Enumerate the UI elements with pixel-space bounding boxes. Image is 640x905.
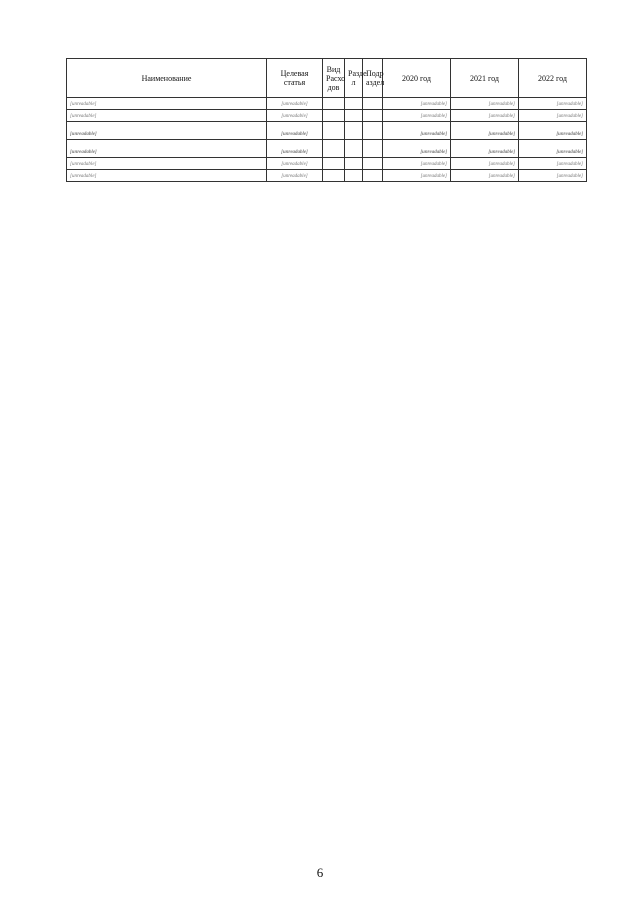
cell-vid bbox=[323, 158, 345, 170]
page-number: 6 bbox=[316, 865, 324, 880]
cell-y2021: [unreadable] bbox=[451, 158, 519, 170]
cell-y2020: [unreadable] bbox=[383, 140, 451, 158]
cell-y2021: [unreadable] bbox=[451, 110, 519, 122]
cell-name: [unreadable] bbox=[67, 170, 267, 182]
cell-code: [unreadable] bbox=[267, 122, 323, 140]
cell-code: [unreadable] bbox=[267, 98, 323, 110]
cell-y2020: [unreadable] bbox=[383, 122, 451, 140]
cell-name: [unreadable] bbox=[67, 122, 267, 140]
header-vid: Вид Расхо дов bbox=[323, 59, 345, 98]
cell-podr bbox=[363, 110, 383, 122]
table-body bbox=[67, 98, 587, 182]
cell-y2020: [unreadable] bbox=[383, 98, 451, 110]
header-2020: 2020 год bbox=[383, 59, 451, 98]
cell-code: [unreadable] bbox=[267, 140, 323, 158]
cell-y2022: [unreadable] bbox=[519, 122, 587, 140]
cell-razd bbox=[345, 140, 363, 158]
table-row bbox=[67, 122, 587, 140]
cell-podr bbox=[363, 140, 383, 158]
cell-name: [unreadable] bbox=[67, 140, 267, 158]
cell-y2022: [unreadable] bbox=[519, 158, 587, 170]
cell-razd bbox=[345, 98, 363, 110]
header-2021: 2021 год bbox=[451, 59, 519, 98]
table-row bbox=[67, 170, 587, 182]
cell-y2021: [unreadable] bbox=[451, 98, 519, 110]
header-podr: Подр аздел bbox=[363, 59, 383, 98]
cell-y2021: [unreadable] bbox=[451, 140, 519, 158]
table-row bbox=[67, 110, 587, 122]
cell-name: [unreadable] bbox=[67, 110, 267, 122]
cell-podr bbox=[363, 158, 383, 170]
header-2022: 2022 год bbox=[519, 59, 587, 98]
cell-razd bbox=[345, 122, 363, 140]
cell-y2020: [unreadable] bbox=[383, 110, 451, 122]
table-row bbox=[67, 158, 587, 170]
cell-y2022: [unreadable] bbox=[519, 110, 587, 122]
cell-vid bbox=[323, 170, 345, 182]
cell-podr bbox=[363, 98, 383, 110]
cell-y2022: [unreadable] bbox=[519, 98, 587, 110]
cell-vid bbox=[323, 122, 345, 140]
header-razd: Разде л bbox=[345, 59, 363, 98]
cell-name: [unreadable] bbox=[67, 98, 267, 110]
table-header-row bbox=[67, 59, 587, 98]
cell-y2021: [unreadable] bbox=[451, 122, 519, 140]
cell-y2020: [unreadable] bbox=[383, 158, 451, 170]
cell-vid bbox=[323, 98, 345, 110]
cell-razd bbox=[345, 110, 363, 122]
cell-vid bbox=[323, 140, 345, 158]
cell-razd bbox=[345, 158, 363, 170]
cell-code: [unreadable] bbox=[267, 170, 323, 182]
table-row bbox=[67, 140, 587, 158]
cell-podr bbox=[363, 170, 383, 182]
cell-y2020: [unreadable] bbox=[383, 170, 451, 182]
budget-table-container bbox=[66, 58, 586, 182]
cell-vid bbox=[323, 110, 345, 122]
cell-podr bbox=[363, 122, 383, 140]
cell-code: [unreadable] bbox=[267, 110, 323, 122]
cell-y2022: [unreadable] bbox=[519, 170, 587, 182]
table-row bbox=[67, 98, 587, 110]
cell-razd bbox=[345, 170, 363, 182]
header-code: Целевая статья bbox=[267, 59, 323, 98]
header-name: Наименование bbox=[67, 59, 267, 98]
cell-name: [unreadable] bbox=[67, 158, 267, 170]
cell-code: [unreadable] bbox=[267, 158, 323, 170]
cell-y2022: [unreadable] bbox=[519, 140, 587, 158]
cell-y2021: [unreadable] bbox=[451, 170, 519, 182]
budget-table bbox=[66, 58, 587, 182]
